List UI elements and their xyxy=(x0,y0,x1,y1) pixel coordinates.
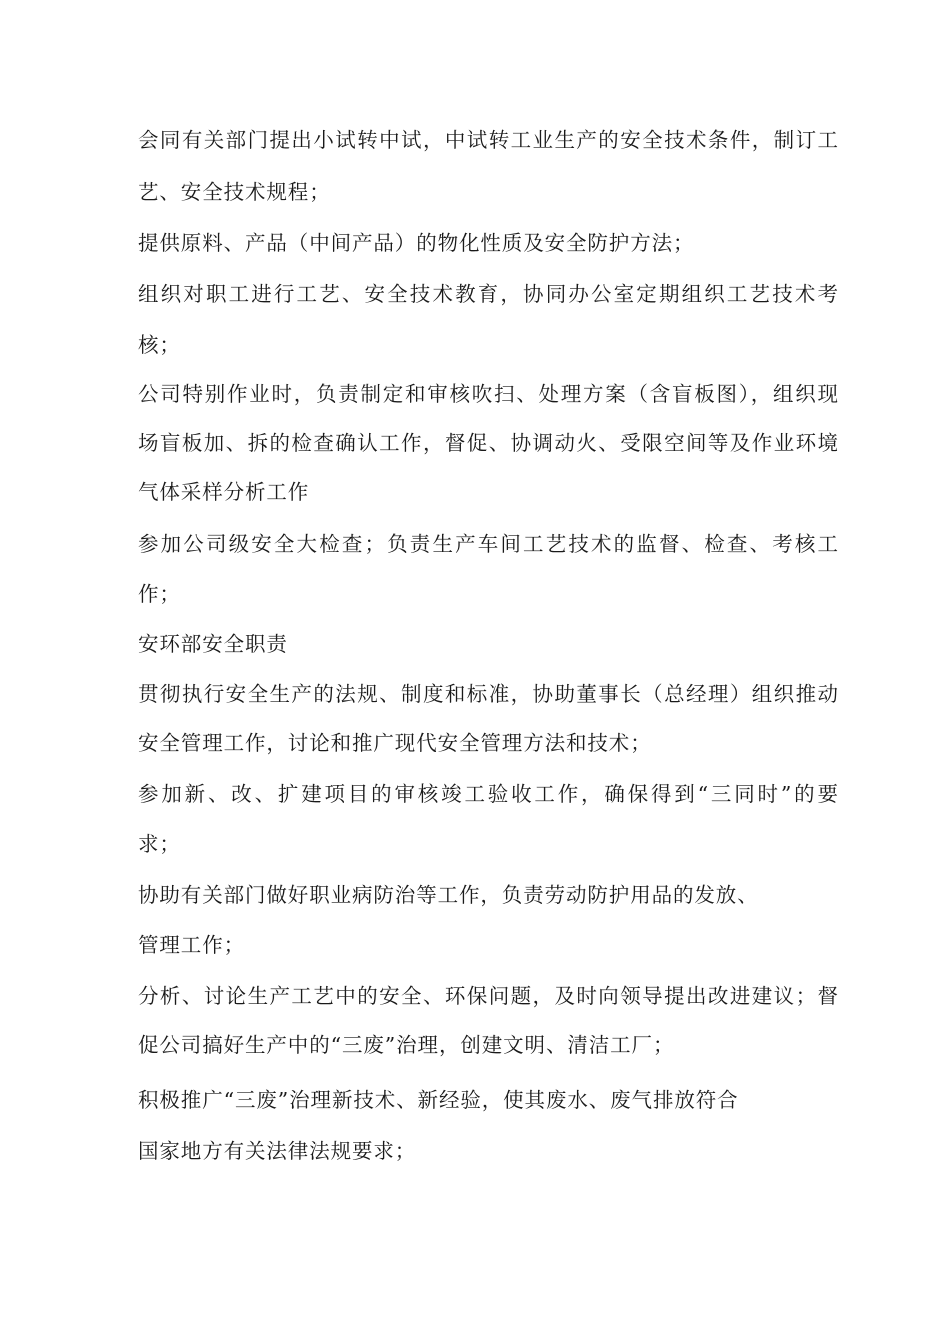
text-line: 组织对职工进行工艺、安全技术教育，协同办公室定期组织工艺技术考 xyxy=(138,282,838,306)
text-line: 积极推广“三废”治理新技术、新经验，使其废水、废气排放符合 xyxy=(138,1088,739,1112)
text-line: 场盲板加、拆的检查确认工作，督促、协调动火、受限空间等及作业环境 xyxy=(138,431,838,455)
text-line: 参加新、改、扩建项目的审核竣工验收工作，确保得到“三同时”的要 xyxy=(138,782,838,806)
text-line: 分析、讨论生产工艺中的安全、环保问题，及时向领导提出改进建议；督 xyxy=(138,984,838,1008)
text-line: 安全管理工作，讨论和推广现代安全管理方法和技术； xyxy=(138,731,652,755)
text-line: 求； xyxy=(138,832,181,856)
text-line: 艺、安全技术规程； xyxy=(138,180,331,204)
text-line: 作； xyxy=(138,582,181,606)
text-line: 参加公司级安全大检查；负责生产车间工艺技术的监督、检查、考核工 xyxy=(138,532,838,556)
text-line: 促公司搞好生产中的“三废”治理，创建文明、清洁工厂； xyxy=(138,1033,675,1057)
text-line: 管理工作； xyxy=(138,933,245,957)
text-line: 气体采样分析工作 xyxy=(138,480,310,504)
text-line: 协助有关部门做好职业病防治等工作，负责劳动防护用品的发放、 xyxy=(138,883,759,907)
text-line: 提供原料、产品（中间产品）的物化性质及安全防护方法； xyxy=(138,231,695,255)
text-line: 核； xyxy=(138,333,181,357)
text-line: 公司特别作业时，负责制定和审核吹扫、处理方案（含盲板图），组织现 xyxy=(138,382,838,406)
section-heading: 安环部安全职责 xyxy=(138,632,288,656)
text-line: 国家地方有关法律法规要求； xyxy=(138,1139,417,1163)
text-line: 会同有关部门提出小试转中试，中试转工业生产的安全技术条件，制订工 xyxy=(138,128,838,152)
text-line: 贯彻执行安全生产的法规、制度和标准，协助董事长（总经理）组织推动 xyxy=(138,682,838,706)
